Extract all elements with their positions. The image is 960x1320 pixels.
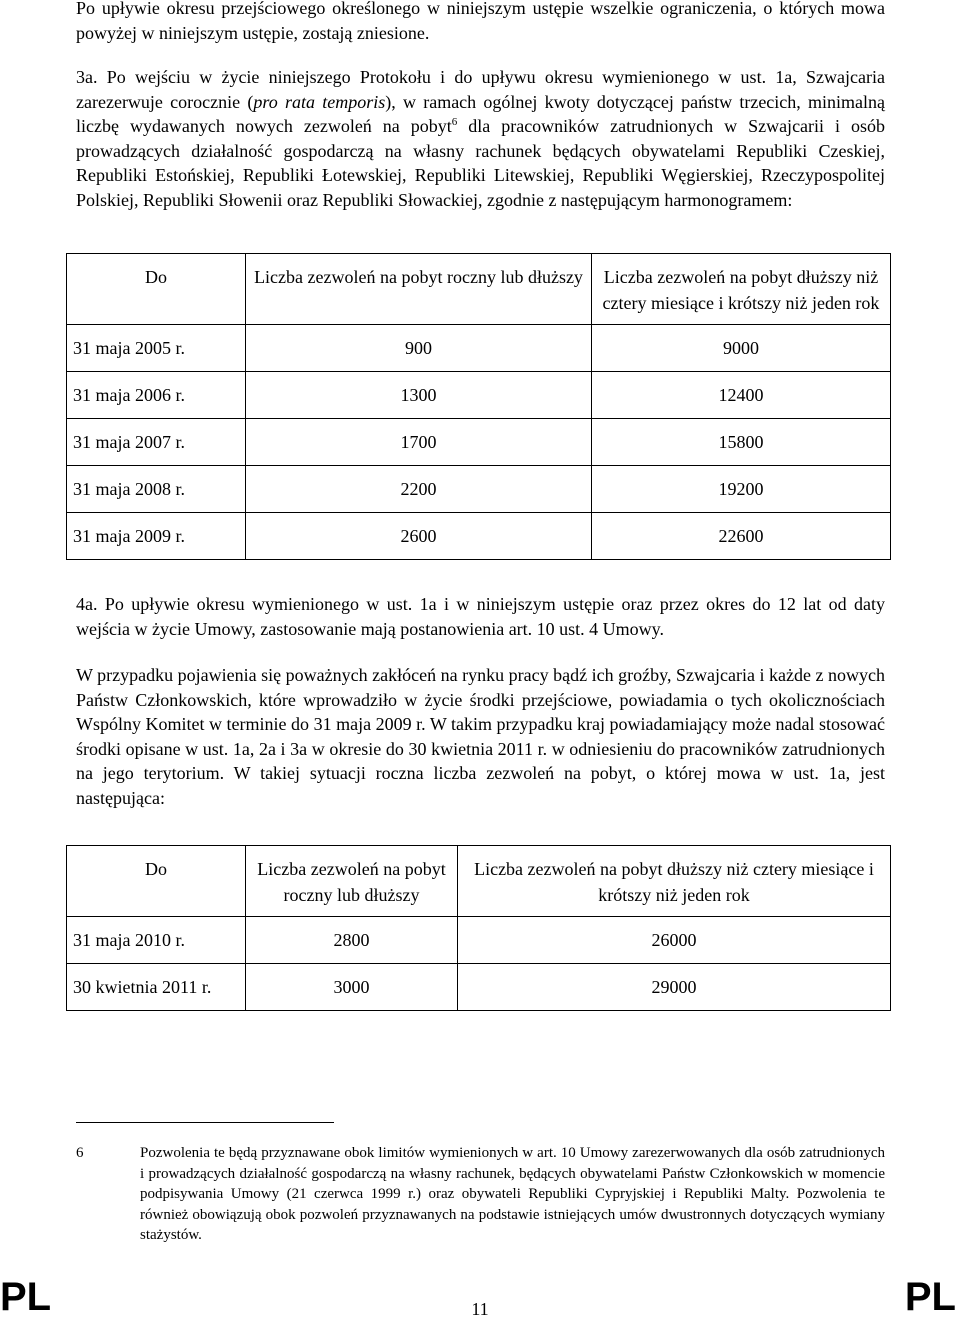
cell-date: 31 maja 2008 r. xyxy=(67,466,246,513)
table-header-row xyxy=(67,254,891,325)
cell-date: 31 maja 2009 r. xyxy=(67,513,246,560)
table-header-row xyxy=(67,846,891,917)
cell-short: 29000 xyxy=(458,964,891,1011)
cell-short: 9000 xyxy=(592,325,891,372)
permit-table-1 xyxy=(66,253,891,560)
paragraph-3a-italic: pro rata temporis xyxy=(253,91,386,112)
table-row xyxy=(67,964,891,1011)
table-row xyxy=(67,372,891,419)
cell-annual: 1300 xyxy=(246,372,592,419)
cell-annual: 2600 xyxy=(246,513,592,560)
header-short-permits: Liczba zezwoleń na pobyt dłuższy niż cztery miesiące i krótszy niż jeden rok xyxy=(592,254,891,325)
header-do: Do xyxy=(67,254,246,325)
table-row xyxy=(67,466,891,513)
page-number: 11 xyxy=(471,1299,489,1319)
header-do: Do xyxy=(67,846,246,917)
cell-short: 19200 xyxy=(592,466,891,513)
paragraph-disturbances: W przypadku pojawienia się poważnych zakłóceń na rynku pracy bądź ich groźby, Szwajcaria i każde z nowych Państw Członkowskich, które wprowadziło w życie środki przejściowe, powiadamia o tych okolicznościach Wspólny Komitet w terminie do 31 maja 2009 r. W takim przypadku kraj powiadamiający może nadal stosować środki opisane w ust. 1a, 2a i 3a w okresie do 30 kwietnia 2011 r. w odniesieniu do pracowników zatrudnionych na jego terytorium. W takiej sytuacji roczna liczba zezwoleń na pobyt, o której mowa w ust. 1a, jest następująca: xyxy=(76,665,885,808)
table-row xyxy=(67,917,891,964)
cell-annual: 2200 xyxy=(246,466,592,513)
paragraph-3a-text-end: dla pracowników zatrudnionych w Szwajcarii i osób prowadzących działalność gospodarczą na własny rachunek będących obywatelami Republiki Czeskiej, Republiki Estońskiej, Republiki Łotewskiej, Republiki Litewskiej, Republiki Węgierskiej, Rzeczypospolitej Polskiej, Republiki Słowenii oraz Republiki Słowackiej, zgodnie z następującym harmonogramem: xyxy=(76,116,885,210)
paragraph-3a xyxy=(76,65,885,212)
paragraph-3a-text-start: 3a. Po wejściu w życie niniejszego Protokołu i do upływu okresu wymienionego w ust. 1a, Szwajcaria zarezerwuje corocznie ( xyxy=(76,67,885,112)
cell-short: 15800 xyxy=(592,419,891,466)
language-code-right: PL xyxy=(904,1275,956,1319)
header-short-permits: Liczba zezwoleń na pobyt dłuższy niż cztery miesiące i krótszy niż jeden rok xyxy=(458,846,891,917)
table-row xyxy=(67,513,891,560)
table-row xyxy=(67,419,891,466)
paragraph-3a-text-mid: ), w ramach ogólnej kwoty dotyczącej państw trzecich, minimalną liczbę wydawanych nowych zezwoleń na pobyt xyxy=(76,91,886,136)
header-annual-permits: Liczba zezwoleń na pobyt roczny lub dłuższy xyxy=(246,254,592,325)
paragraph-1: Po upływie okresu przejściowego określonego w niniejszym ustępie wszelkie ograniczenia, o których mowa powyżej w niniejszym ustępie, zostają zniesione. xyxy=(76,0,885,43)
cell-date: 31 maja 2006 r. xyxy=(67,372,246,419)
paragraph-4a: 4a. Po upływie okresu wymienionego w ust. 1a i w niniejszym ustępie oraz przez okres do 12 lat od daty wejścia w życie Umowy, zastosowanie mają postanowienia art. 10 ust. 4 Umowy. xyxy=(76,594,885,639)
cell-annual: 1700 xyxy=(246,419,592,466)
footnote-ref[interactable]: 6 xyxy=(451,116,458,128)
permit-table-2 xyxy=(66,845,891,1011)
language-code-left: PL xyxy=(0,1275,52,1319)
footnote-number: 6 xyxy=(76,1145,84,1161)
cell-short: 12400 xyxy=(592,372,891,419)
footnote-text: Pozwolenia te będą przyznawane obok limitów wymienionych w art. 10 Umowy zarezerwowanych dla osób zatrudnionych i prowadzących działalność gospodarczą na własny rachunek, będących obywatelami Państw Członkowskich w momencie podpisywania Umowy (21 czerwca 1999 r.) oraz obywateli Republiki Cypryjskiej i Republiki Malty. Pozwolenia te również obowiązują obok pozwoleń przyznawanych na podstawie istniejących umów dwustronnych dotyczących wymiany stażystów. xyxy=(140,1145,885,1243)
cell-annual: 2800 xyxy=(246,917,458,964)
footnote-separator xyxy=(76,1122,334,1123)
cell-short: 22600 xyxy=(592,513,891,560)
cell-annual: 3000 xyxy=(246,964,458,1011)
cell-date: 31 maja 2005 r. xyxy=(67,325,246,372)
header-annual-permits: Liczba zezwoleń na pobyt roczny lub dłuższy xyxy=(246,846,458,917)
cell-annual: 900 xyxy=(246,325,592,372)
cell-date: 31 maja 2010 r. xyxy=(67,917,246,964)
cell-date: 31 maja 2007 r. xyxy=(67,419,246,466)
cell-short: 26000 xyxy=(458,917,891,964)
cell-date: 30 kwietnia 2011 r. xyxy=(67,964,246,1011)
table-row xyxy=(67,325,891,372)
